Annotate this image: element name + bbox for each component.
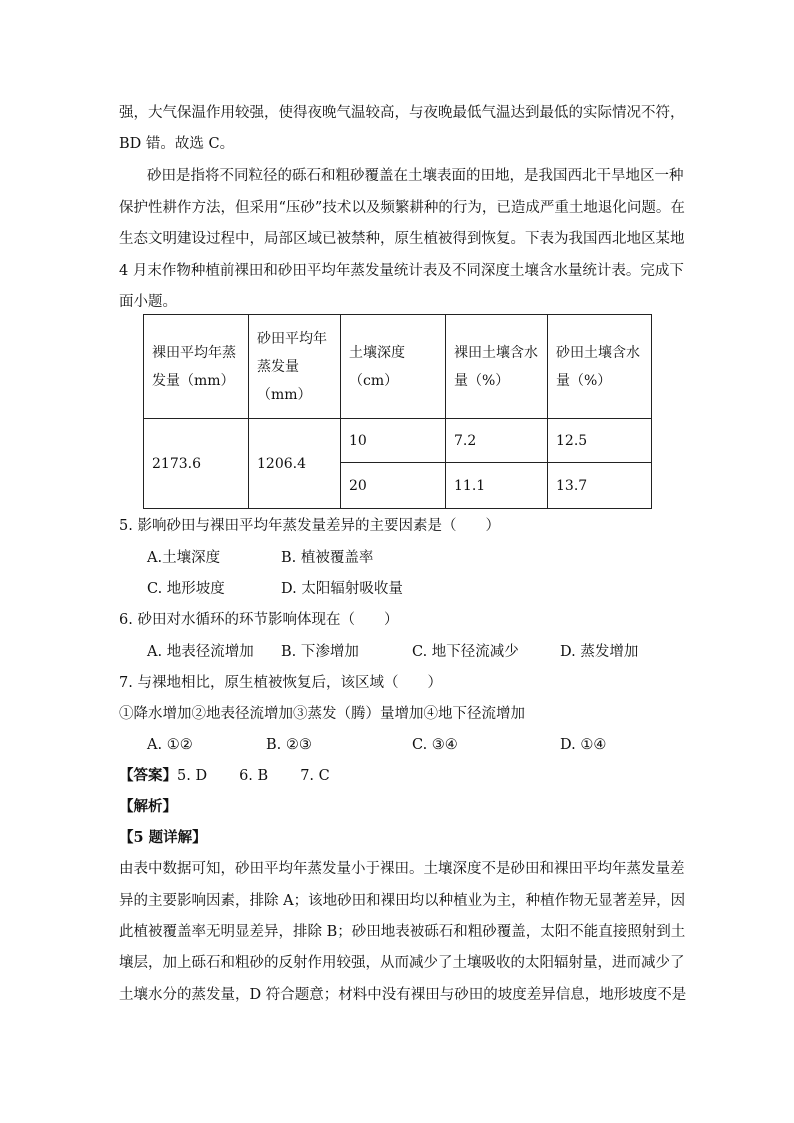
cell-bare-moisture: 11.1	[446, 463, 548, 509]
cell-depth: 20	[341, 463, 446, 509]
question-5-option-d: D. 太阳辐射吸收量	[281, 581, 403, 597]
question-7-option-c: C. ③④	[412, 737, 458, 753]
text-line: 强，大气保温作用较强，使得夜晚气温较高，与夜晚最低气温达到最低的实际情况不符，	[119, 105, 685, 121]
question-6-stem: 6. 砂田对水循环的环节影响体现在（ ）	[119, 612, 399, 628]
text-line: 由表中数据可知，砂田平均年蒸发量小于裸田。土壤深度不是砂田和裸田平均年蒸发量差	[119, 861, 685, 877]
question-6-option-d: D. 蒸发增加	[560, 644, 639, 660]
header-soil-depth: 土壤深度（cm）	[341, 315, 446, 419]
text-line: 生态文明建设过程中，局部区域已被禁种，原生植被得到恢复。下表为我国西北地区某地	[119, 231, 685, 247]
answer-6: 6. B	[239, 768, 269, 784]
answer-5: 5. D	[177, 768, 208, 784]
text-line: BD 错。故选 C。	[119, 136, 235, 152]
question-6-option-b: B. 下渗增加	[281, 644, 359, 660]
cell-bare-evap: 2173.6	[144, 419, 249, 509]
question-5-stem: 5. 影响砂田与裸田平均年蒸发量差异的主要因素是（ ）	[119, 518, 500, 534]
text-line: 壤层，加上砾石和粗砂的反射作用较强，从而减少了土壤吸收的太阳辐射量，进而减少了	[119, 955, 685, 971]
analysis-label: 【解析】	[119, 798, 177, 815]
text-line: 此植被覆盖率无明显差异，排除 B；砂田地表被砾石和粗砂覆盖，太阳不能直接照射到土	[119, 924, 686, 940]
question-5-option-c: C. 地形坡度	[147, 581, 225, 597]
cell-sand-evap: 1206.4	[249, 419, 341, 509]
question-5-option-a: A.土壤深度	[147, 550, 221, 566]
question-6-option-c: C. 地下径流减少	[412, 644, 519, 660]
answer-7: 7. C	[300, 768, 330, 784]
question-7-option-d: D. ①④	[560, 737, 607, 753]
text-line: 异的主要影响因素，排除 A；该地砂田和裸田均以种植业为主，种植作物无显著差异，因	[119, 893, 686, 909]
answer-line	[119, 766, 330, 786]
text-line: 面小题。	[119, 294, 177, 310]
cell-sand-moisture: 12.5	[548, 419, 652, 463]
question-7-option-a: A. ①②	[147, 737, 193, 753]
data-table	[143, 314, 652, 509]
text-line: 4 月末作物种植前裸田和砂田平均年蒸发量统计表及不同深度土壤含水量统计表。完成下	[119, 263, 684, 279]
detail-5-label: 【5 题详解】	[119, 829, 207, 846]
answer-label: 【答案】	[119, 767, 177, 784]
cell-sand-moisture: 13.7	[548, 463, 652, 509]
header-sand-evap: 砂田平均年蒸发量（mm）	[249, 315, 341, 419]
text-line: 保护性耕作方法，但采用“压砂”技术以及频繁耕种的行为，已造成严重土地退化问题。在	[119, 200, 685, 216]
question-5-option-b: B. 植被覆盖率	[281, 550, 374, 566]
question-7-stem: 7. 与裸地相比，原生植被恢复后，该区域（ ）	[119, 675, 442, 691]
header-bare-moisture: 裸田土壤含水量（%）	[446, 315, 548, 419]
text-line: 砂田是指将不同粒径的砾石和粗砂覆盖在土壤表面的田地，是我国西北干旱地区一种	[147, 168, 684, 184]
header-bare-evap: 裸田平均年蒸发量（mm）	[144, 315, 249, 419]
header-sand-moisture: 砂田土壤含水量（%）	[548, 315, 652, 419]
question-7-items: ①降水增加②地表径流增加③蒸发（腾）量增加④地下径流增加	[119, 706, 525, 722]
question-6-option-a: A. 地表径流增加	[147, 644, 254, 660]
cell-bare-moisture: 7.2	[446, 419, 548, 463]
text-line: 土壤水分的蒸发量，D 符合题意；材料中没有裸田与砂田的坡度差异信息，地形坡度不是	[119, 987, 687, 1003]
cell-depth: 10	[341, 419, 446, 463]
question-7-option-b: B. ②③	[266, 737, 312, 753]
